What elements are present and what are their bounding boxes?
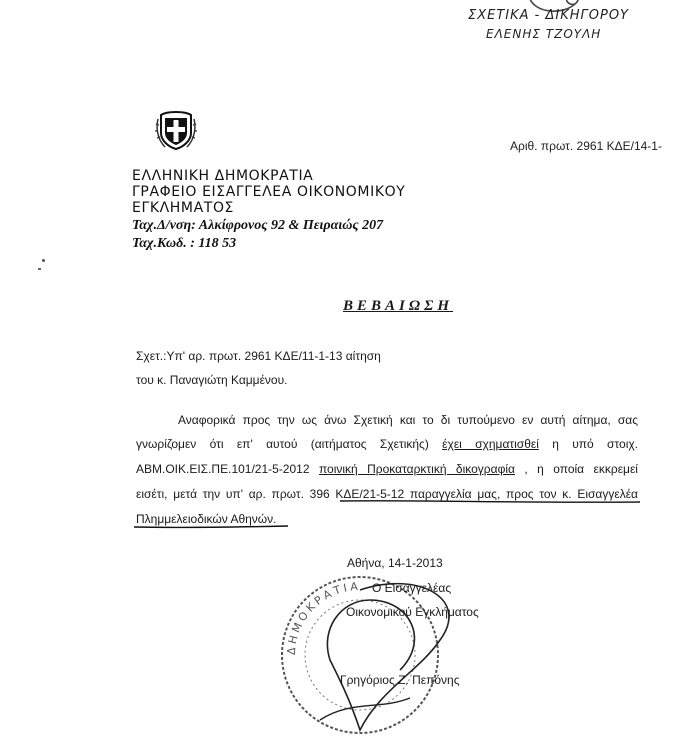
- signatory-name: Γρηγόριος Ζ. Πεπόνης: [340, 673, 460, 687]
- underlined-phrase: ποινική Προκαταρκτική δικογραφία: [318, 462, 515, 476]
- protocol-reference: Αριθ. πρωτ. 2961 ΚΔΕ/14-1-: [510, 139, 662, 153]
- lawyer-stamp-line2: ΕΛΕΝΗΣ ΤΖΟΥΛΗ: [486, 27, 602, 41]
- body-line-5: Πλημμελειοδικών Αθηνών.: [136, 512, 277, 526]
- body-line-2: γνωρίζομεν ότι επ' αυτού (αιτήματος Σχετικής) έχει σχηματισθεί η υπό στοιχ.: [136, 437, 638, 451]
- signature-role-line-2: Οικονομικού Εγκλήματος: [346, 605, 479, 619]
- header-address: Ταχ.Δ/νση: Αλκίφρονος 92 & Πειραιώς 207: [132, 218, 384, 233]
- seal-text: ΔΗΜΟΚΡΑΤΙΑ: [284, 579, 362, 656]
- lawyer-stamp-line1: ΣΧΕΤΙΚΑ - ΔΙΚΗΓΟΡΟΥ: [468, 8, 629, 23]
- signature-role-line-1: Ο Εισαγγελέας: [372, 581, 452, 595]
- body-line-4: εισέτι, μετά την υπ' αρ. πρωτ. 396 ΚΔΕ/21-5-12 παραγγελία μας, προς τον κ. Εισαγγελέα: [136, 487, 638, 501]
- header-line-2: ΓΡΑΦΕΙΟ ΕΙΣΑΓΓΕΛΕΑ ΟΙΚΟΝΟΜΙΚΟΥ: [132, 184, 406, 200]
- handwritten-signature: [300, 580, 480, 740]
- underlined-phrase: έχει σχηματισθεί: [442, 437, 539, 451]
- subject-line-2: του κ. Παναγιώτη Καμμένου.: [136, 373, 288, 387]
- subject-line-1: Σχετ.:Υπ' αρ. πρωτ. 2961 ΚΔΕ/11-1-13 αίτηση: [136, 349, 381, 363]
- header-postcode: Ταχ.Κωδ. : 118 53: [132, 236, 237, 251]
- header-line-1: ΕΛΛΗΝΙΚΗ ΔΗΜΟΚΡΑΤΙΑ: [132, 168, 314, 184]
- document-title: ΒΕΒΑΙΩΣΗ: [343, 298, 454, 314]
- body-line-3: ΑΒΜ.ΟΙΚ.ΕΙΣ.ΠΕ.101/21-5-2012 ποινική Προκαταρκτική δικογραφία , η οποία εκκρεμεί: [136, 462, 638, 476]
- body-line-1: Αναφορικά προς την ως άνω Σχετική και το δι τυπούμενο εν αυτή αίτημα, σας: [178, 413, 638, 427]
- header-line-3: ΕΓΚΛΗΜΑΤΟΣ: [132, 200, 235, 216]
- signature-date: Αθήνα, 14-1-2013: [347, 556, 443, 570]
